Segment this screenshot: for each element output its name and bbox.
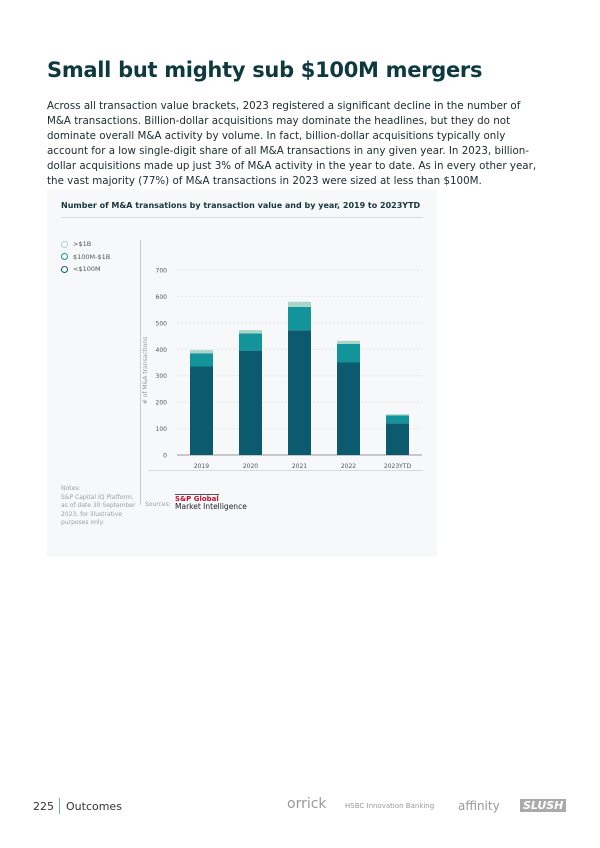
bar-segment [288,330,311,455]
y-tick-label: 500 [155,320,167,328]
bar-segment [288,302,311,307]
bar-segment [190,366,213,455]
bar-chart [47,190,437,480]
bar-segment [337,363,360,456]
chart-panel [47,190,437,557]
divider [148,470,423,471]
x-tick-label: 2019 [193,463,210,470]
y-tick-label: 300 [155,373,167,381]
x-tick-label: 2022 [340,463,357,470]
y-tick-label: 700 [155,267,167,275]
x-tick-label: 2021 [291,463,308,470]
y-tick-label: 0 [163,452,167,460]
legend-label: $100M-$1B [73,252,111,261]
orrick-logo: orrick [287,796,327,812]
x-tick-label: 2023YTD [383,463,412,470]
divider [59,798,60,814]
sp-global-logo-subtitle: Market Intelligence [175,502,247,511]
bar-segment [337,344,360,363]
section-name: Outcomes [66,800,122,813]
legend-label: <$100M [73,265,101,274]
chart-notes: Notes: S&P Capital IQ Platform, as of date 30 September 2023, for illustrative purposes only. [61,485,136,526]
bar-segment [239,330,262,333]
page-title: Small but mighty sub $100M mergers [47,58,483,82]
affinity-logo: affinity [458,799,500,813]
bar-segment [386,414,409,415]
sp-global-logo: S&P Global [175,495,219,503]
bar-segment [386,423,409,455]
intro-paragraph: Across all transaction value brackets, 2023 registered a significant decline in the number of M&A transactions. Billion-dollar acquisitions may dominate the headlines, but they do not dominate overall M&A activity by volume. In fact, billion-dollar acquisitions typically only account for a low single-digit share of all M&A transactions in any given year. In 2023, billion-dollar acquisitions made up just 3% of M&A activity in the year to date. As in every other year, the vast majority (77%) of M&A transactions in 2023 were sized at less than $100M. [47,100,537,187]
y-tick-label: 200 [155,399,167,407]
y-tick-label: 100 [155,426,167,434]
x-tick-label: 2020 [242,463,259,470]
bar-segment [288,307,311,330]
y-axis-label: # of M&A transactions [142,336,149,405]
page-number: 225 [33,800,54,813]
slush-logo: SLUSH [520,799,566,812]
legend-label: >$1B [73,240,92,249]
hsbc-logo: HSBC Innovation Banking [345,802,435,810]
bar-segment [386,415,409,423]
chart-title: Number of M&A transations by transaction value and by year, 2019 to 2023YTD [61,201,421,210]
bar-segment [337,341,360,344]
bar-segment [190,350,213,353]
y-tick-label: 600 [155,293,167,301]
bar-segment [239,351,262,455]
y-tick-label: 400 [155,346,167,354]
bar-segment [239,333,262,350]
bar-segment [190,353,213,366]
sources-label: Sources: [145,501,171,508]
